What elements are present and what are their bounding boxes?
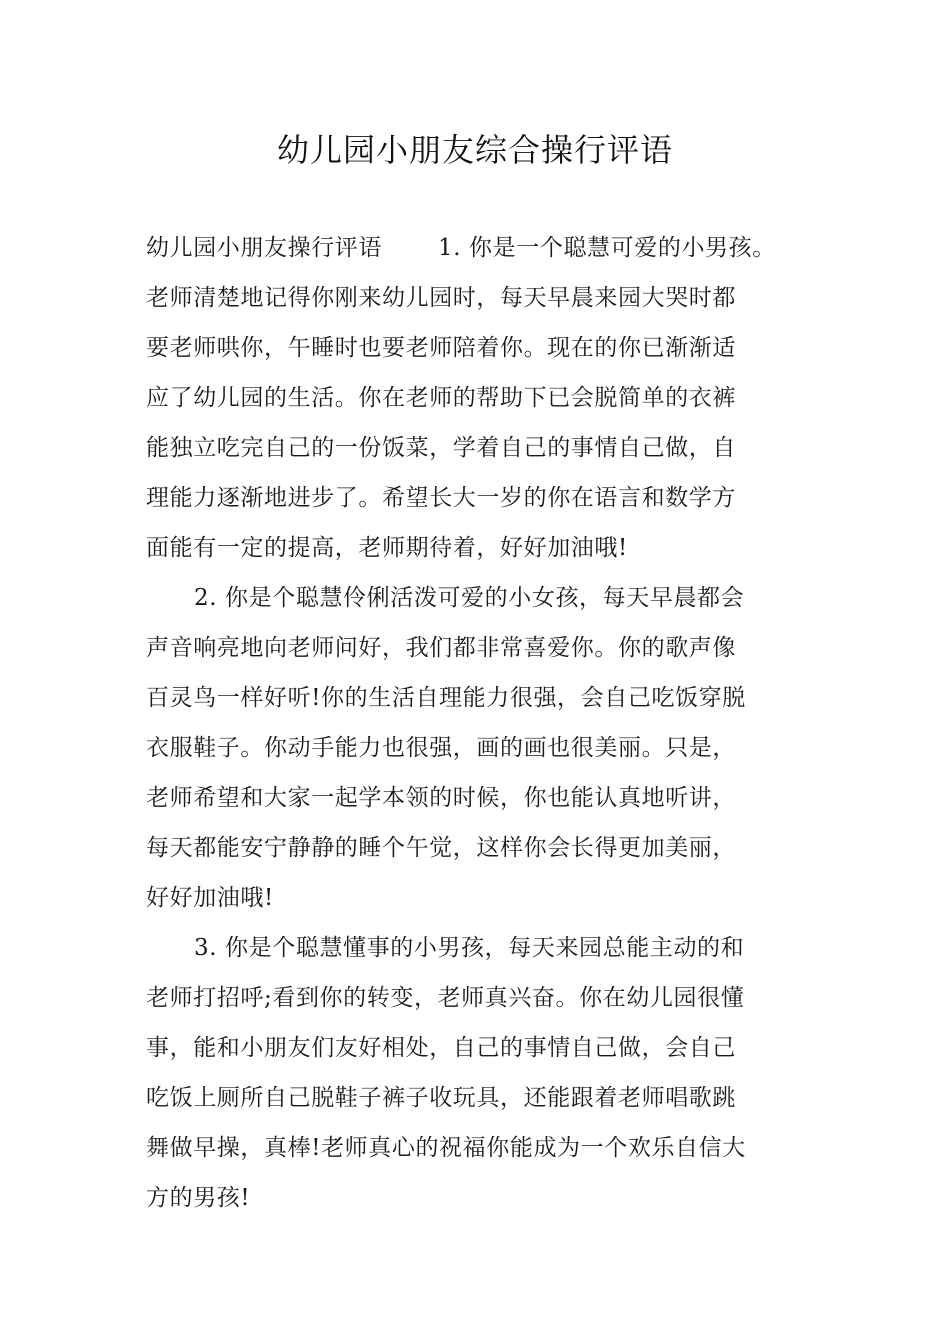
text-line: 方的男孩! — [146, 1185, 251, 1211]
text-line: 老师清楚地记得你刚来幼儿园时，每天早晨来园大哭时都 — [146, 285, 736, 311]
text-line: 理能力逐渐地进步了。希望长大一岁的你在语言和数学方 — [146, 485, 736, 511]
text-line: 吃饭上厕所自己脱鞋子裤子收玩具，还能跟着老师唱歌跳 — [146, 1085, 736, 1111]
text-line: 要老师哄你，午睡时也要老师陪着你。现在的你已渐渐适 — [146, 335, 736, 361]
text-line: 应了幼儿园的生活。你在老师的帮助下已会脱简单的衣裤 — [146, 385, 736, 411]
text-line: 每天都能安宁静静的睡个午觉，这样你会长得更加美丽， — [146, 835, 736, 861]
text-line: 舞做早操，真棒!老师真心的祝福你能成为一个欢乐自信大 — [146, 1135, 746, 1161]
text-line: 好好加油哦! — [146, 885, 274, 911]
item-2-start: 2. 你是个聪慧伶俐活泼可爱的小女孩，每天早晨都会 — [194, 585, 745, 611]
item-1-start: 1. 你是一个聪慧可爱的小男孩。 — [438, 235, 776, 261]
text-line: 声音响亮地向老师问好，我们都非常喜爱你。你的歌声像 — [146, 635, 736, 661]
text-line: 衣服鞋子。你动手能力也很强，画的画也很美丽。只是， — [146, 735, 736, 761]
text-line: 老师希望和大家一起学本领的时候，你也能认真地听讲， — [146, 785, 736, 811]
intro-line — [146, 232, 776, 264]
text-line: 百灵鸟一样好听!你的生活自理能力很强，会自己吃饭穿脱 — [146, 685, 746, 711]
text-line: 能独立吃完自己的一份饭菜，学着自己的事情自己做，自 — [146, 435, 736, 461]
text-line: 老师打招呼;看到你的转变，老师真兴奋。你在幼儿园很懂 — [146, 985, 745, 1011]
document-title: 幼儿园小朋友综合操行评语 — [276, 131, 673, 169]
intro-heading: 幼儿园小朋友操行评语 — [146, 235, 382, 261]
text-line: 事，能和小朋友们友好相处，自己的事情自己做，会自己 — [146, 1035, 736, 1061]
item-3-start: 3. 你是个聪慧懂事的小男孩，每天来园总能主动的和 — [194, 935, 745, 961]
text-line: 面能有一定的提高，老师期待着，好好加油哦! — [146, 535, 628, 561]
